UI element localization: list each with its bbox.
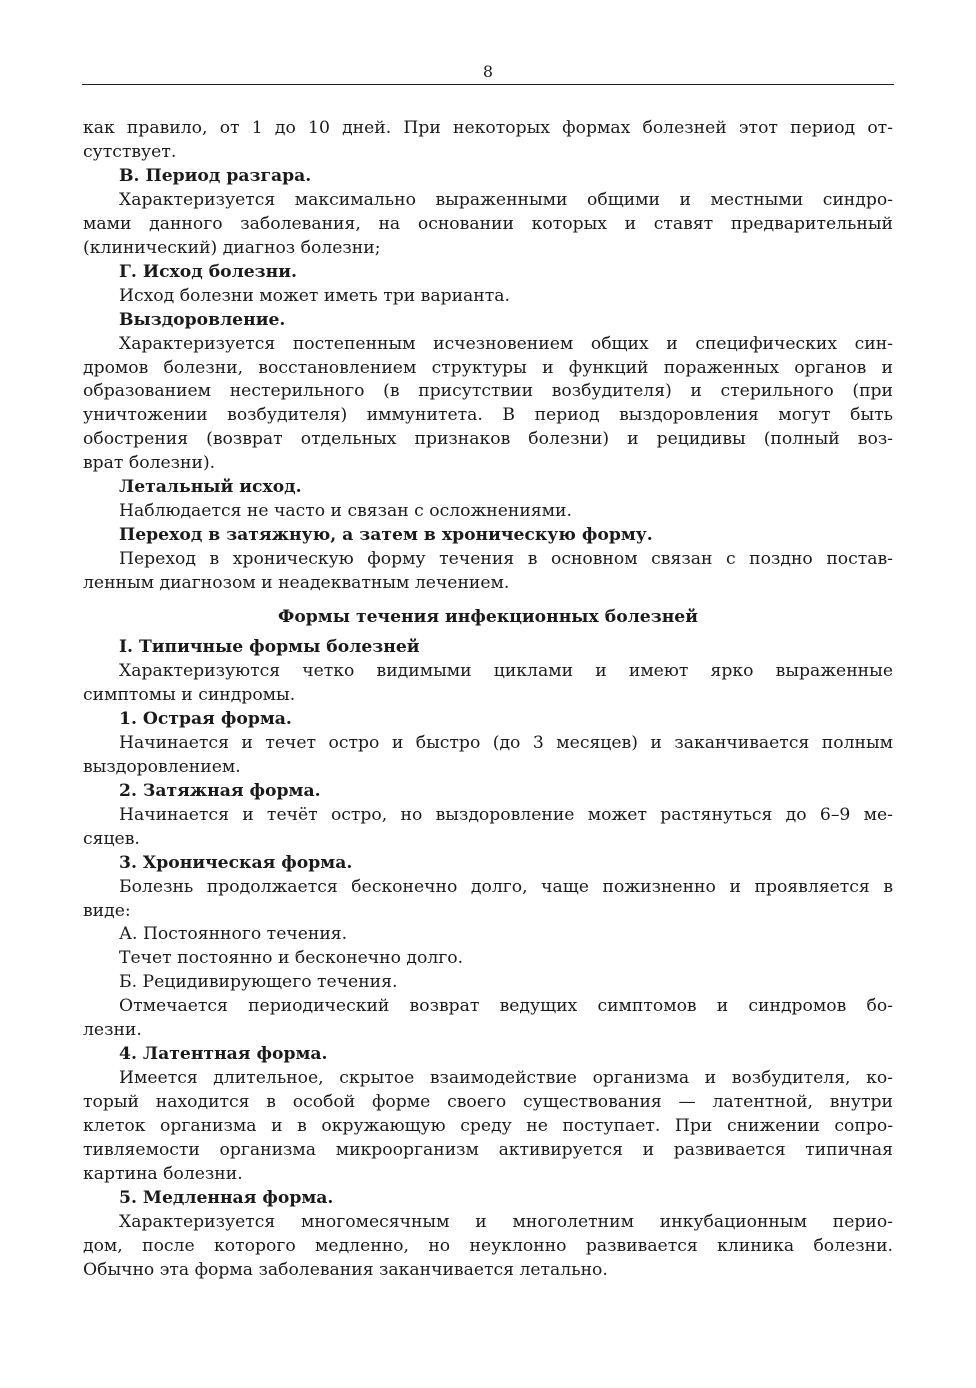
subheading: Г. Исход болезни. <box>119 261 297 282</box>
paragraph <box>83 1067 893 1187</box>
text-line: симптомы и синдромы. <box>83 684 296 705</box>
text-line: (клинический) диагноз болезни; <box>83 237 381 258</box>
subheading: 1. Острая форма. <box>119 708 292 729</box>
paragraph <box>83 732 893 780</box>
paragraph <box>83 117 893 165</box>
subheading: 4. Латентная форма. <box>119 1044 328 1065</box>
paragraph <box>83 660 893 708</box>
text-line: дромов болезни, восстановлением структуры и функций пораженных органов и <box>83 357 893 378</box>
subheading: В. Период разгара. <box>119 165 312 186</box>
text-line: Болезнь продолжается бесконечно долго, чаще пожизненно и проявляется в <box>119 876 893 897</box>
text-line: Начинается и течет остро и быстро (до 3 месяцев) и заканчивается полным <box>119 732 893 753</box>
section-title: Формы течения инфекционных болезней <box>278 607 698 628</box>
paragraph <box>83 1211 893 1283</box>
paragraph: Исход болезни может иметь три варианта. <box>119 285 510 306</box>
text-line: врат болезни). <box>83 453 216 474</box>
subheading: Выздоровление. <box>119 309 286 330</box>
text-line: сяцев. <box>83 828 140 849</box>
text-line: Характеризуются четко видимыми циклами и имеют ярко выраженные <box>119 660 893 681</box>
text-line: Начинается и течёт остро, но выздоровление может растянуться до 6–9 ме- <box>119 804 893 825</box>
text-line: образованием нестерильного (в присутствии возбудителя) и стерильного (при <box>83 381 893 402</box>
paragraph: Наблюдается не часто и связан с осложнениями. <box>119 501 572 522</box>
text-line: виде: <box>83 900 131 921</box>
text-line: сутствует. <box>83 141 177 162</box>
body-text <box>83 117 893 1283</box>
text-line: Характеризуется максимально выраженными общими и местными синдро- <box>119 189 893 210</box>
text-line: мами данного заболевания, на основании которых и ставят предварительный <box>83 213 893 234</box>
text-line: лезни. <box>83 1020 142 1041</box>
text-line: Характеризуется многомесячным и многолетним инкубационным перио- <box>119 1211 893 1232</box>
paragraph <box>83 189 893 261</box>
text-line: выздоровлением. <box>83 756 241 777</box>
subheading: I. Типичные формы болезней <box>119 637 420 658</box>
paragraph: Течет постоянно и бесконечно долго. <box>119 948 464 969</box>
paragraph <box>83 876 893 924</box>
subheading: Переход в затяжную, а затем в хроническую форму. <box>119 525 653 546</box>
text-line: Имеется длительное, скрытое взаимодействие организма и возбудителя, ко- <box>119 1068 893 1089</box>
page-number: 8 <box>482 62 494 81</box>
paragraph: Б. Рецидивирующего течения. <box>119 972 398 993</box>
text-line: картина болезни. <box>83 1163 243 1184</box>
text-line: дом, после которого медленно, но неуклонно развивается клиника болезни. <box>83 1235 893 1256</box>
header-rule <box>82 84 894 85</box>
text-line: клеток организма и в окружающую среду не поступает. При снижении сопро- <box>83 1116 893 1137</box>
text-line: уничтожении возбудителя) иммунитета. В период выздоровления могут быть <box>83 405 893 426</box>
subheading: 5. Медленная форма. <box>119 1187 334 1208</box>
paragraph <box>83 548 893 596</box>
text-line: ленным диагнозом и неадекватным лечением. <box>83 573 510 594</box>
text-line: Характеризуется постепенным исчезновением общих и специфических син- <box>119 333 893 354</box>
paragraph: А. Постоянного течения. <box>119 924 348 945</box>
paragraph <box>83 804 893 852</box>
subheading: Летальный исход. <box>119 477 302 498</box>
text-line: тивляемости организма микроорганизм активируется и развивается типичная <box>83 1140 893 1161</box>
subheading: 3. Хроническая форма. <box>119 852 353 873</box>
subheading: 2. Затяжная форма. <box>119 780 321 801</box>
paragraph <box>83 333 893 477</box>
text-line: обострения (возврат отдельных признаков болезни) и рецидивы (полный воз- <box>83 429 893 450</box>
text-line: Переход в хроническую форму течения в основном связан с поздно постав- <box>119 549 893 570</box>
text-line: Отмечается периодический возврат ведущих симптомов и синдромов бо- <box>119 996 893 1017</box>
text-line: как правило, от 1 до 10 дней. При некоторых формах болезней этот период от- <box>83 118 893 138</box>
text-line: Обычно эта форма заболевания заканчивается летально. <box>83 1259 608 1280</box>
paragraph <box>83 995 893 1043</box>
text-line: торый находится в особой форме своего существования — латентной, внутри <box>83 1092 893 1113</box>
